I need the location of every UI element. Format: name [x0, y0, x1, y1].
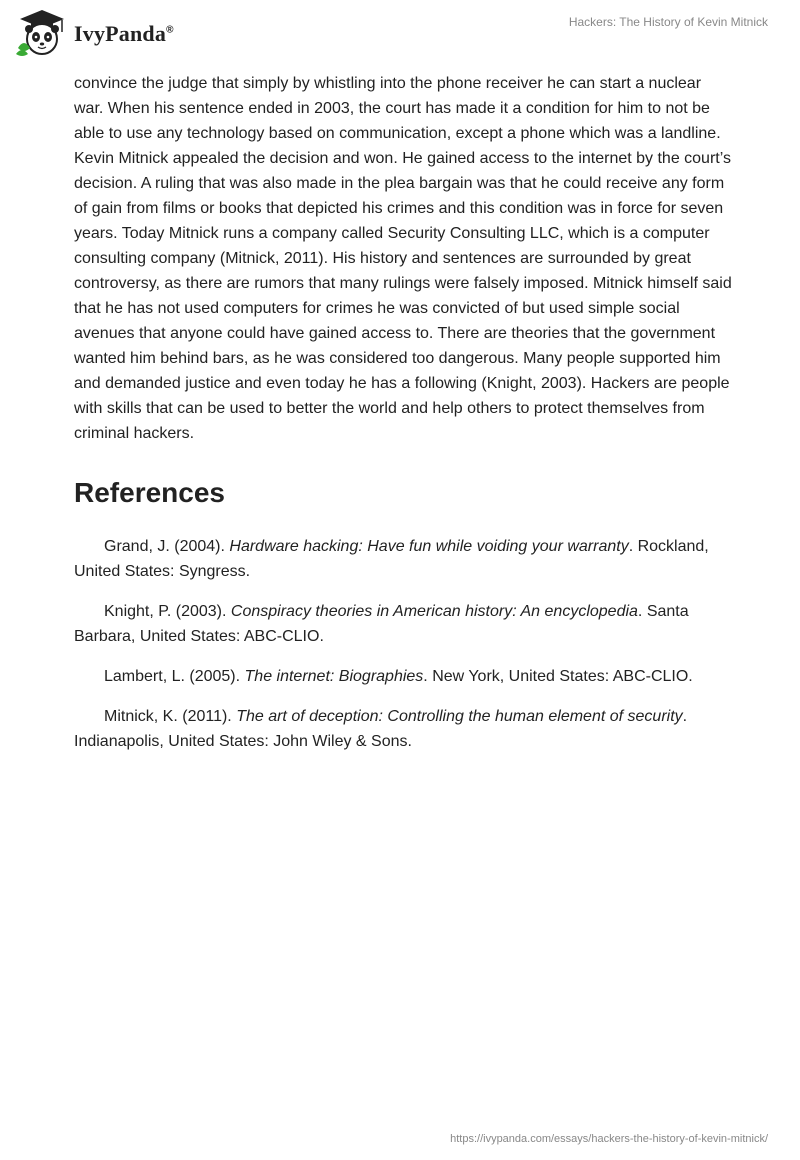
page-content: [74, 71, 734, 769]
body-paragraph: convince the judge that simply by whistling into the phone receiver he can start a nuclear war. When his sentence ended in 2003, the court has made it a condition for him to not be able to use any technology based on communication, except a phone which was a landline. Kevin Mitnick appealed the decision and won. He gained access to the internet by the court’s decision. A ruling that was also made in the plea bargain was that he could receive any form of gain from films or books that depicted his crimes and this condition was in force for seven years. Today Mitnick runs a company called Security Consulting LLC, which is a computer consulting company (Mitnick, 2011). His history and sentences are surrounded by great controversy, as there are rumors that many rulings were falsely imposed. Mitnick himself said that he has not used computers for crimes he was convicted of but used simple social avenues that anyone could have gained access to. There are theories that the government wanted him behind bars, as he was considered too dangerous. Many people supported him and demanded justice and even today he has a following (Knight, 2003). Hackers are people with skills that can be used to better the world and help others to protect themselves from criminal hackers.: [74, 75, 732, 442]
document-title: Hackers: The History of Kevin Mitnick: [568, 15, 768, 29]
registered-mark: ®: [166, 24, 174, 36]
footer-url-link[interactable]: https://ivypanda.com/essays/hackers-the-history-of-kevin-mitnick/: [450, 1133, 768, 1145]
ivypanda-logo[interactable]: [14, 8, 174, 58]
references-heading: References: [74, 477, 225, 508]
brand-name: IvyPanda®: [74, 21, 174, 46]
page-header: [0, 0, 800, 70]
references-list: [74, 534, 734, 754]
reference-entry: Lambert, L. (2005). The internet: Biographies. New York, United States: ABC-CLIO.: [104, 668, 693, 685]
panda-graduate-icon: [14, 8, 70, 58]
reference-entry: Mitnick, K. (2011). The art of deception: Controlling the human element of security. Indianapolis, United States: John Wiley & Sons.: [74, 708, 688, 750]
reference-entry: Knight, P. (2003). Conspiracy theories in American history: An encyclopedia. Santa Barbara, United States: ABC-CLIO.: [74, 603, 689, 645]
reference-entry: Grand, J. (2004). Hardware hacking: Have fun while voiding your warranty. Rockland, United States: Syngress.: [74, 538, 709, 580]
